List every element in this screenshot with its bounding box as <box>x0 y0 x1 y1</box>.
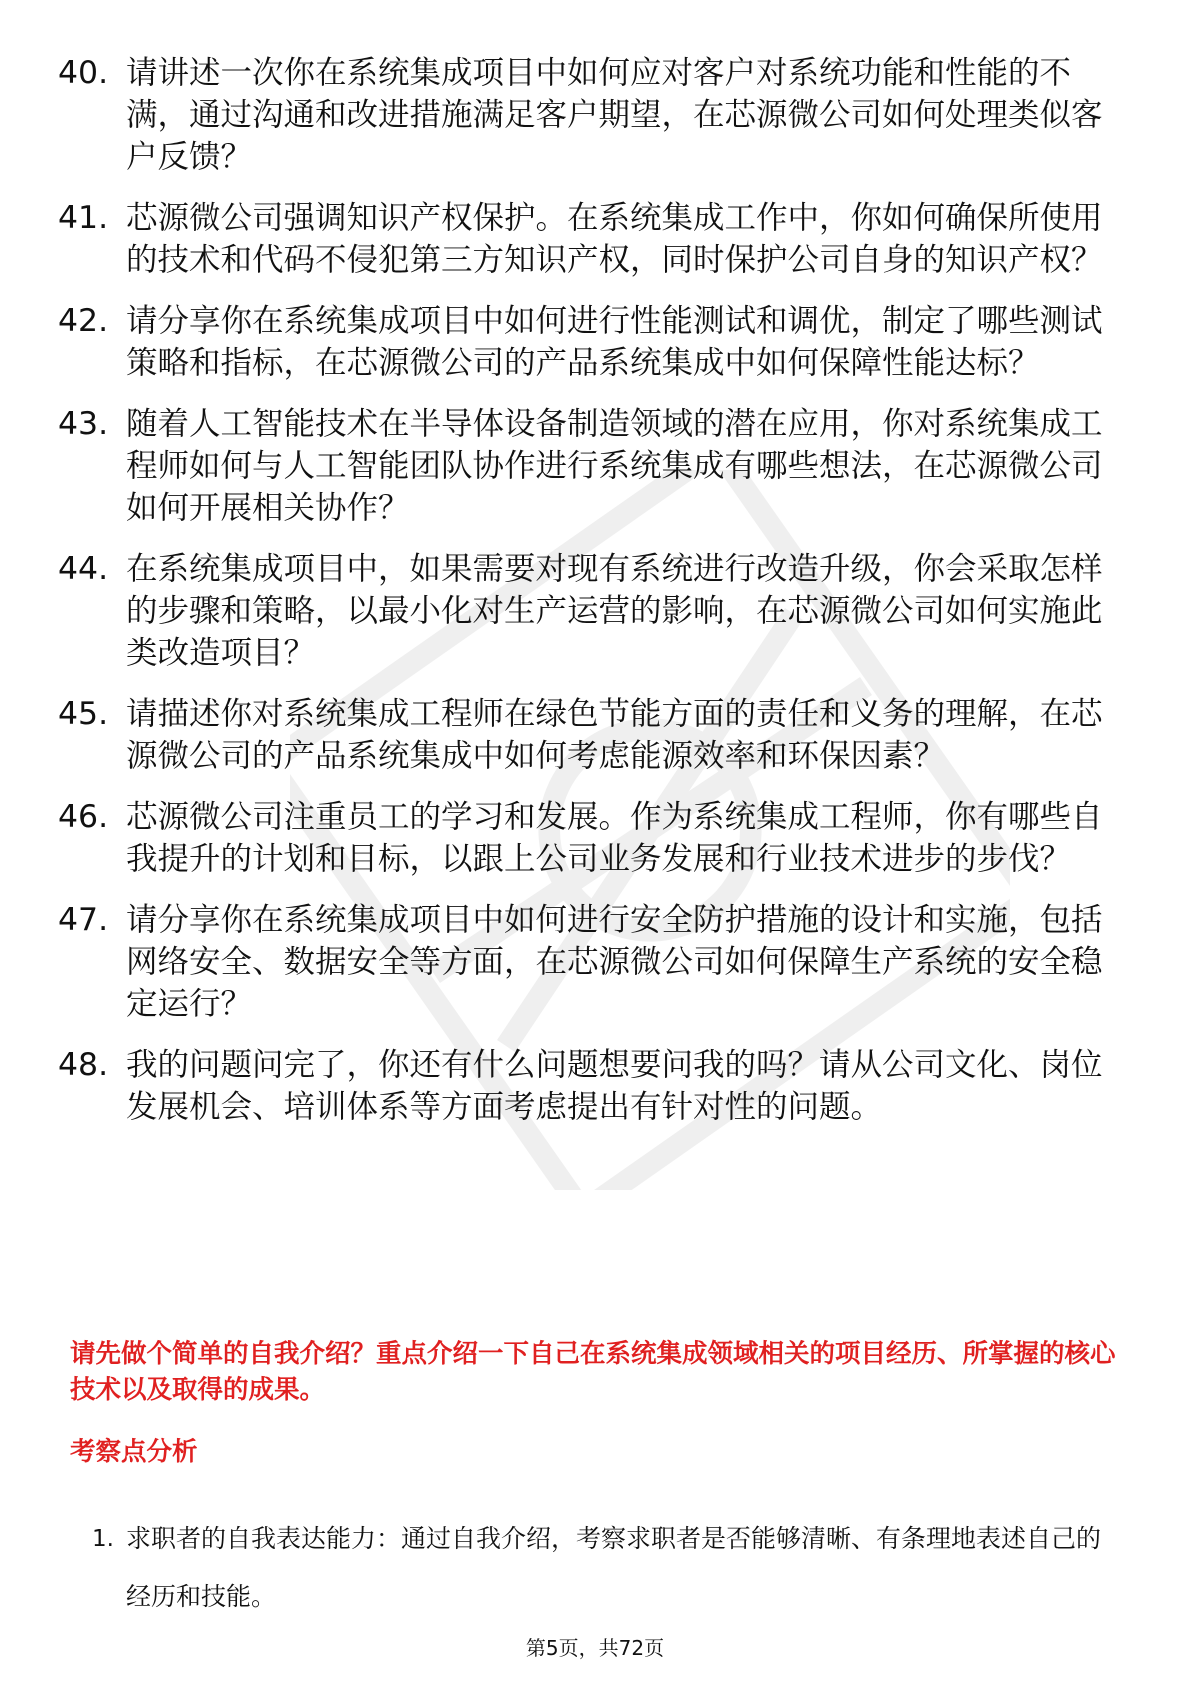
question-number: 41. <box>58 200 109 236</box>
analysis-number: 1. <box>92 1526 114 1552</box>
question-number: 43. <box>58 406 109 442</box>
question-number: 47. <box>58 902 109 938</box>
question-list <box>58 52 1118 1147</box>
question-number: 44. <box>58 551 109 587</box>
question-item <box>58 1044 1118 1128</box>
question-text: 芯源微公司注重员工的学习和发展。作为系统集成工程师，你有哪些自我提升的计划和目标，以跟上公司业务发展和行业技术进步的步伐？ <box>126 799 1103 877</box>
question-item <box>58 403 1118 529</box>
question-text: 请描述你对系统集成工程师在绿色节能方面的责任和义务的理解，在芯源微公司的产品系统集成中如何考虑能源效率和环保因素？ <box>126 696 1103 774</box>
question-text: 请分享你在系统集成项目中如何进行安全防护措施的设计和实施，包括网络安全、数据安全等方面，在芯源微公司如何保障生产系统的安全稳定运行？ <box>126 902 1103 1022</box>
question-text: 在系统集成项目中，如果需要对现有系统进行改造升级，你会采取怎样的步骤和策略，以最小化对生产运营的影响，在芯源微公司如何实施此类改造项目？ <box>126 551 1103 671</box>
analysis-item <box>92 1510 1122 1626</box>
question-number: 45. <box>58 696 109 732</box>
question-number: 46. <box>58 799 109 835</box>
question-item <box>58 197 1118 281</box>
question-item <box>58 548 1118 674</box>
analysis-list <box>92 1510 1122 1626</box>
question-item <box>58 693 1118 777</box>
question-item <box>58 300 1118 384</box>
question-text: 请讲述一次你在系统集成项目中如何应对客户对系统功能和性能的不满，通过沟通和改进措施满足客户期望，在芯源微公司如何处理类似客户反馈？ <box>126 55 1103 175</box>
question-item <box>58 899 1118 1025</box>
question-number: 48. <box>58 1047 109 1083</box>
question-text: 芯源微公司强调知识产权保护。在系统集成工作中，你如何确保所使用的技术和代码不侵犯第三方知识产权，同时保护公司自身的知识产权？ <box>126 200 1103 278</box>
question-text: 我的问题问完了，你还有什么问题想要问我的吗？请从公司文化、岗位发展机会、培训体系等方面考虑提出有针对性的问题。 <box>126 1047 1103 1125</box>
page-footer: 第5页，共72页 <box>525 1636 665 1660</box>
question-text: 请分享你在系统集成项目中如何进行性能测试和调优，制定了哪些测试策略和指标，在芯源微公司的产品系统集成中如何保障性能达标？ <box>126 303 1103 381</box>
analysis-text: 求职者的自我表达能力：通过自我介绍，考察求职者是否能够清晰、有条理地表述自己的经历和技能。 <box>126 1524 1102 1611</box>
question-number: 42. <box>58 303 109 339</box>
analysis-title: 考察点分析 <box>70 1437 198 1467</box>
question-item <box>58 52 1118 178</box>
question-text: 随着人工智能技术在半导体设备制造领域的潜在应用，你对系统集成工程师如何与人工智能团队协作进行系统集成有哪些想法，在芯源微公司如何开展相关协作？ <box>126 406 1103 526</box>
question-item <box>58 796 1118 880</box>
highlight-question: 请先做个简单的自我介绍？重点介绍一下自己在系统集成领域相关的项目经历、所掌握的核心技术以及取得的成果。 <box>70 1339 1116 1405</box>
question-number: 40. <box>58 55 109 91</box>
